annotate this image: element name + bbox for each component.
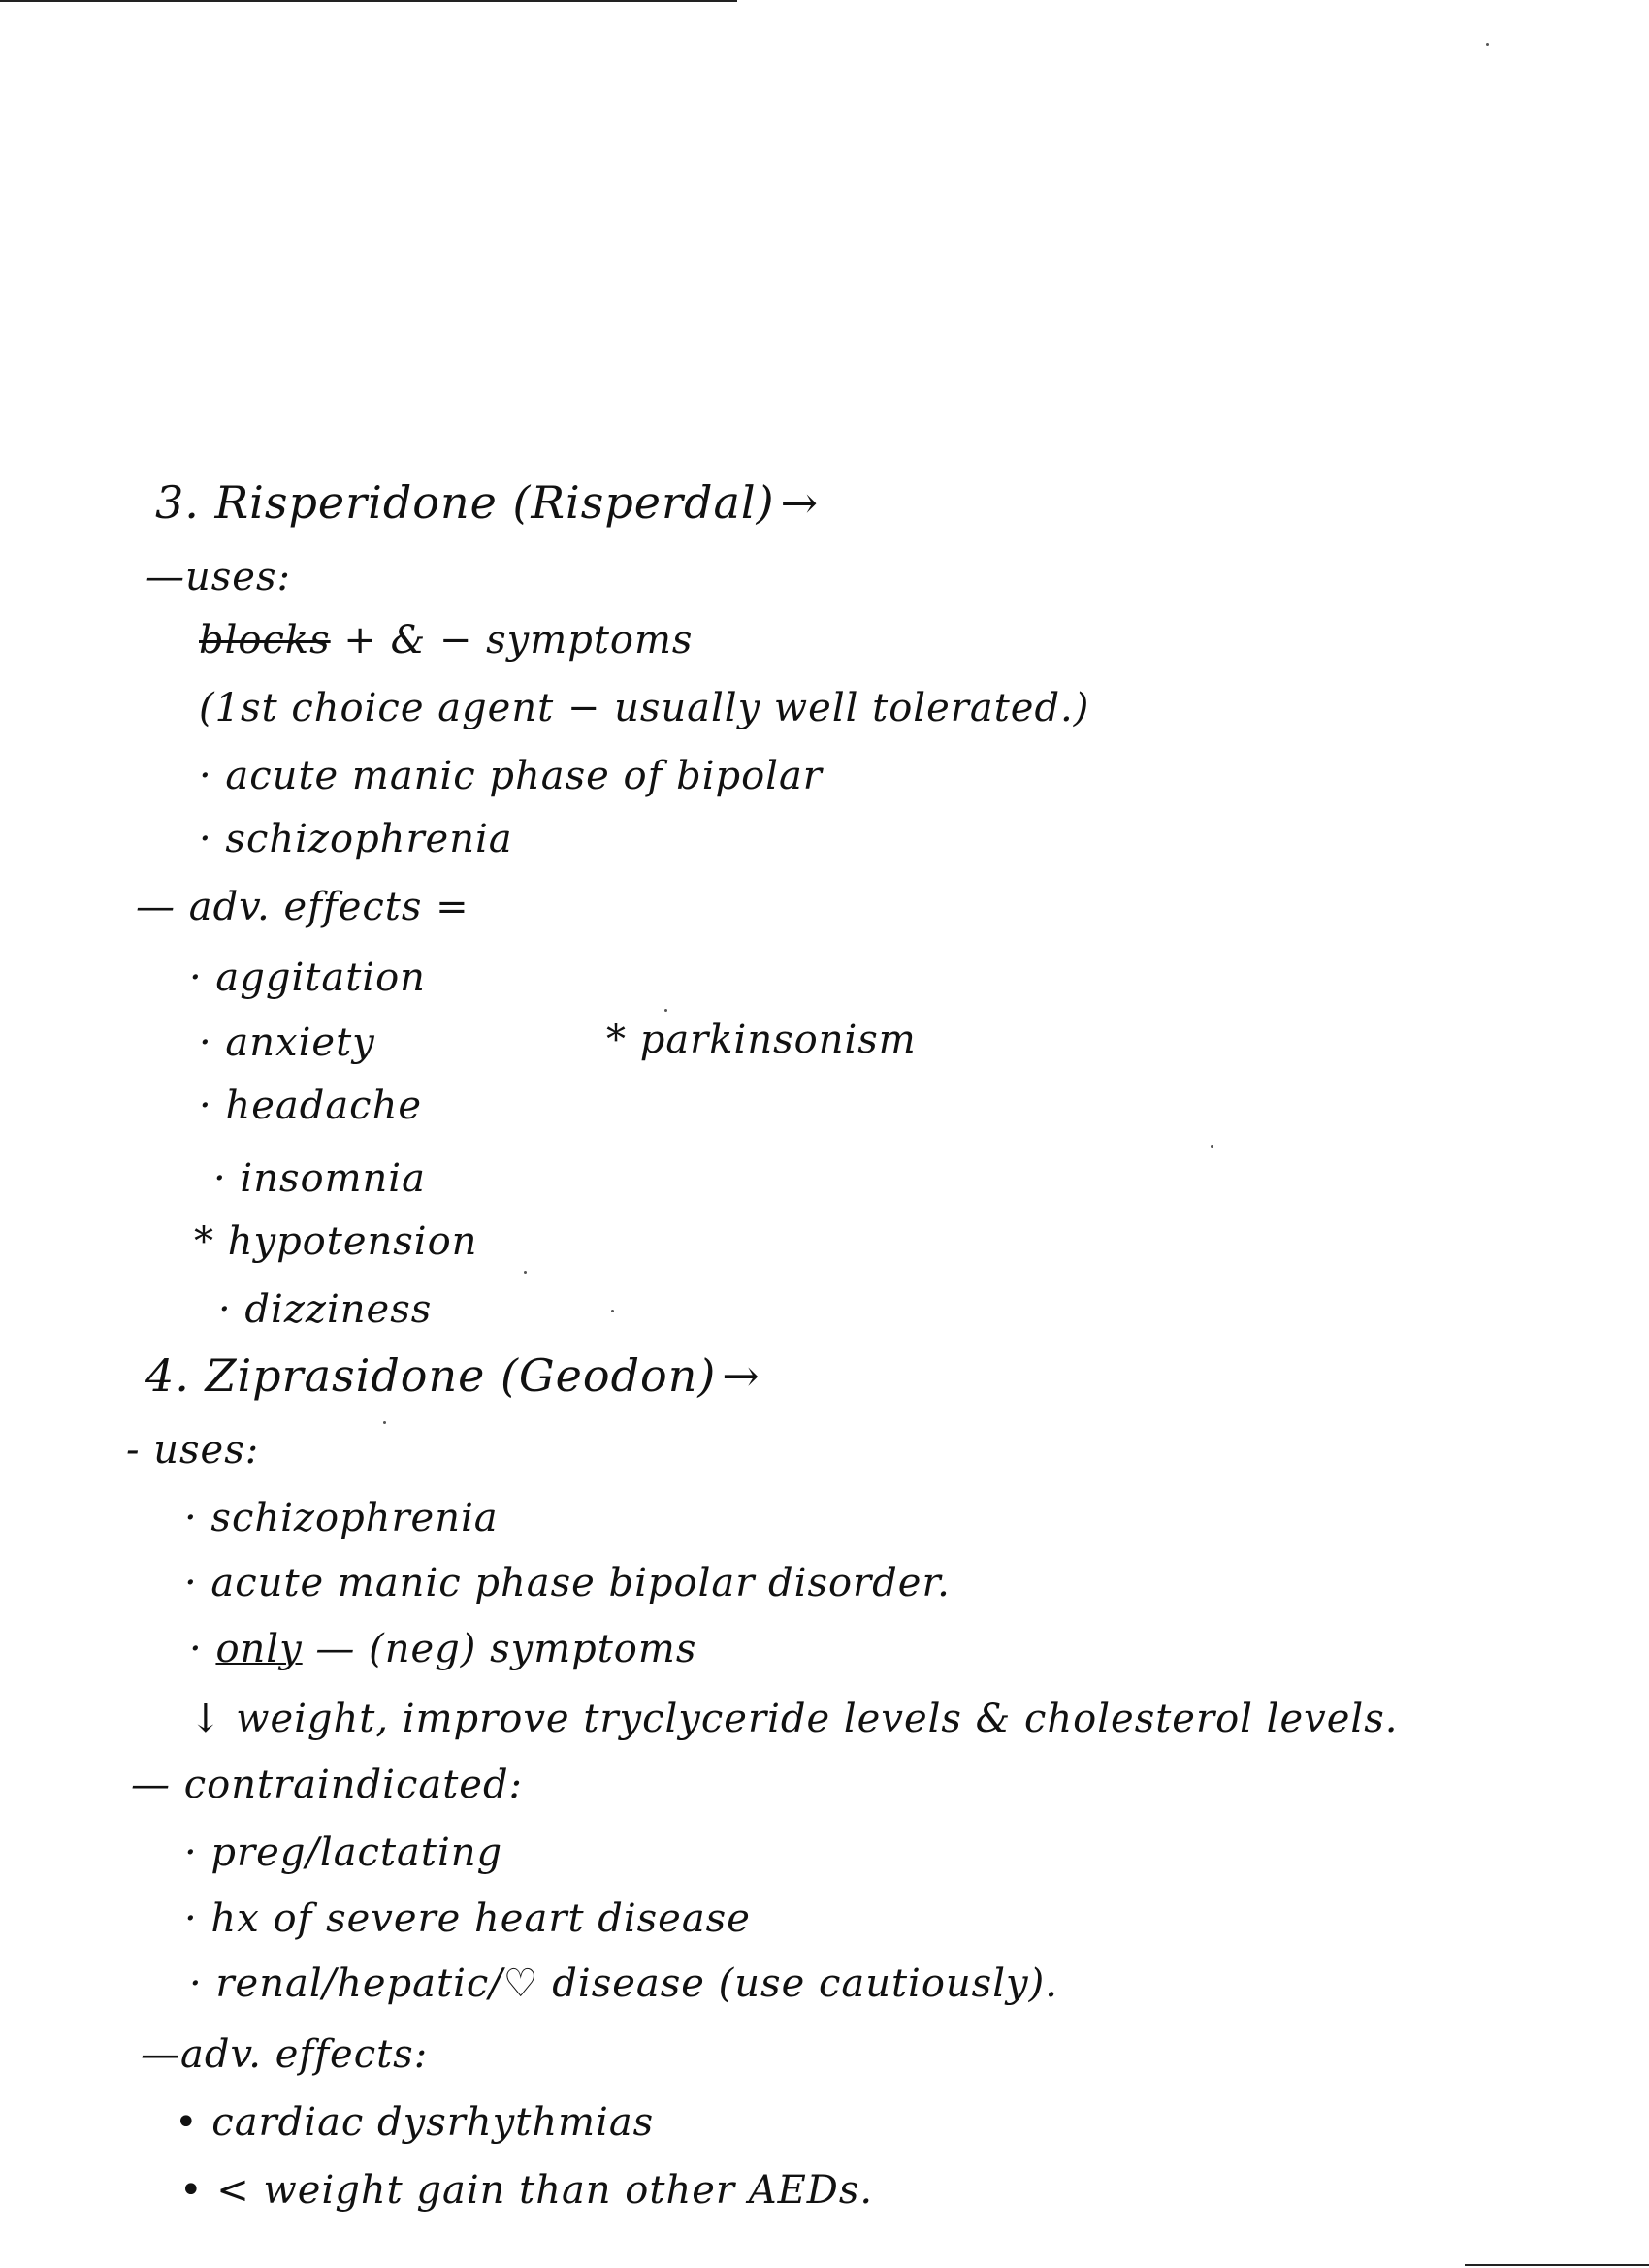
- arrow-icon: →: [780, 476, 820, 529]
- struck-word: blocks: [199, 618, 331, 663]
- scan-speck: [383, 1421, 386, 1424]
- risperidone-title: 3. Risperidone (Risperdal): [155, 476, 775, 529]
- symptoms-text: — (neg) symptoms: [315, 1627, 697, 1671]
- bullet: ·: [189, 1627, 203, 1671]
- risperidone-heading: [155, 476, 820, 529]
- risperidone-adv-item: · aggitation: [189, 956, 426, 1000]
- risperidone-use-item: · schizophrenia: [199, 817, 513, 861]
- ziprasidone-uses-label: - uses:: [126, 1428, 260, 1473]
- scan-edge-bottom: [1465, 2264, 1649, 2266]
- risperidone-adv-item: · insomnia: [213, 1156, 426, 1201]
- risperidone-use-item: · acute manic phase of bipolar: [199, 754, 823, 798]
- risperidone-adv-item: · dizziness: [218, 1287, 433, 1332]
- risperidone-adv-starred: * parkinsonism: [606, 1018, 917, 1062]
- ziprasidone-use-item: [189, 1627, 697, 1671]
- scan-speck: [1211, 1145, 1213, 1148]
- ziprasidone-adv-label: —adv. effects:: [141, 2032, 429, 2077]
- underlined-word: only: [215, 1627, 303, 1671]
- risperidone-adv-item: · anxiety: [199, 1021, 375, 1065]
- scan-edge-top: [0, 0, 737, 2]
- scan-speck: [664, 1009, 667, 1012]
- risperidone-adv-item: · headache: [199, 1084, 422, 1128]
- risperidone-use-note: (1st choice agent − usually well tolerated.): [199, 686, 1090, 730]
- risperidone-adv-starred: * hypotension: [194, 1219, 478, 1264]
- ziprasidone-heading: [146, 1349, 760, 1402]
- ziprasidone-use-item: ↓ weight, improve tryclyceride levels & cholesterol levels.: [189, 1697, 1399, 1741]
- scan-speck: [524, 1271, 527, 1274]
- risperidone-adv-label: — adv. effects =: [136, 885, 469, 929]
- ziprasidone-use-item: · schizophrenia: [184, 1496, 499, 1540]
- risperidone-use-symptoms: [199, 618, 694, 663]
- scan-speck: [611, 1310, 614, 1312]
- ziprasidone-title: 4. Ziprasidone (Geodon): [146, 1349, 717, 1402]
- ziprasidone-contra-item: · hx of severe heart disease: [184, 1896, 751, 1941]
- scan-speck: [1486, 43, 1489, 46]
- ziprasidone-contra-label: — contraindicated:: [131, 1763, 524, 1807]
- ziprasidone-adv-item: • cardiac dysrhythmias: [175, 2100, 655, 2145]
- ziprasidone-adv-item: • < weight gain than other AEDs.: [179, 2168, 874, 2213]
- symptoms-text: + & − symptoms: [343, 618, 694, 663]
- ziprasidone-contra-item: · renal/hepatic/♡ disease (use cautiously).: [189, 1961, 1058, 2006]
- risperidone-uses-label: —uses:: [146, 555, 291, 599]
- ziprasidone-use-item: · acute manic phase bipolar disorder.: [184, 1561, 951, 1605]
- arrow-icon: →: [722, 1349, 760, 1402]
- ziprasidone-contra-item: · preg/lactating: [184, 1831, 503, 1875]
